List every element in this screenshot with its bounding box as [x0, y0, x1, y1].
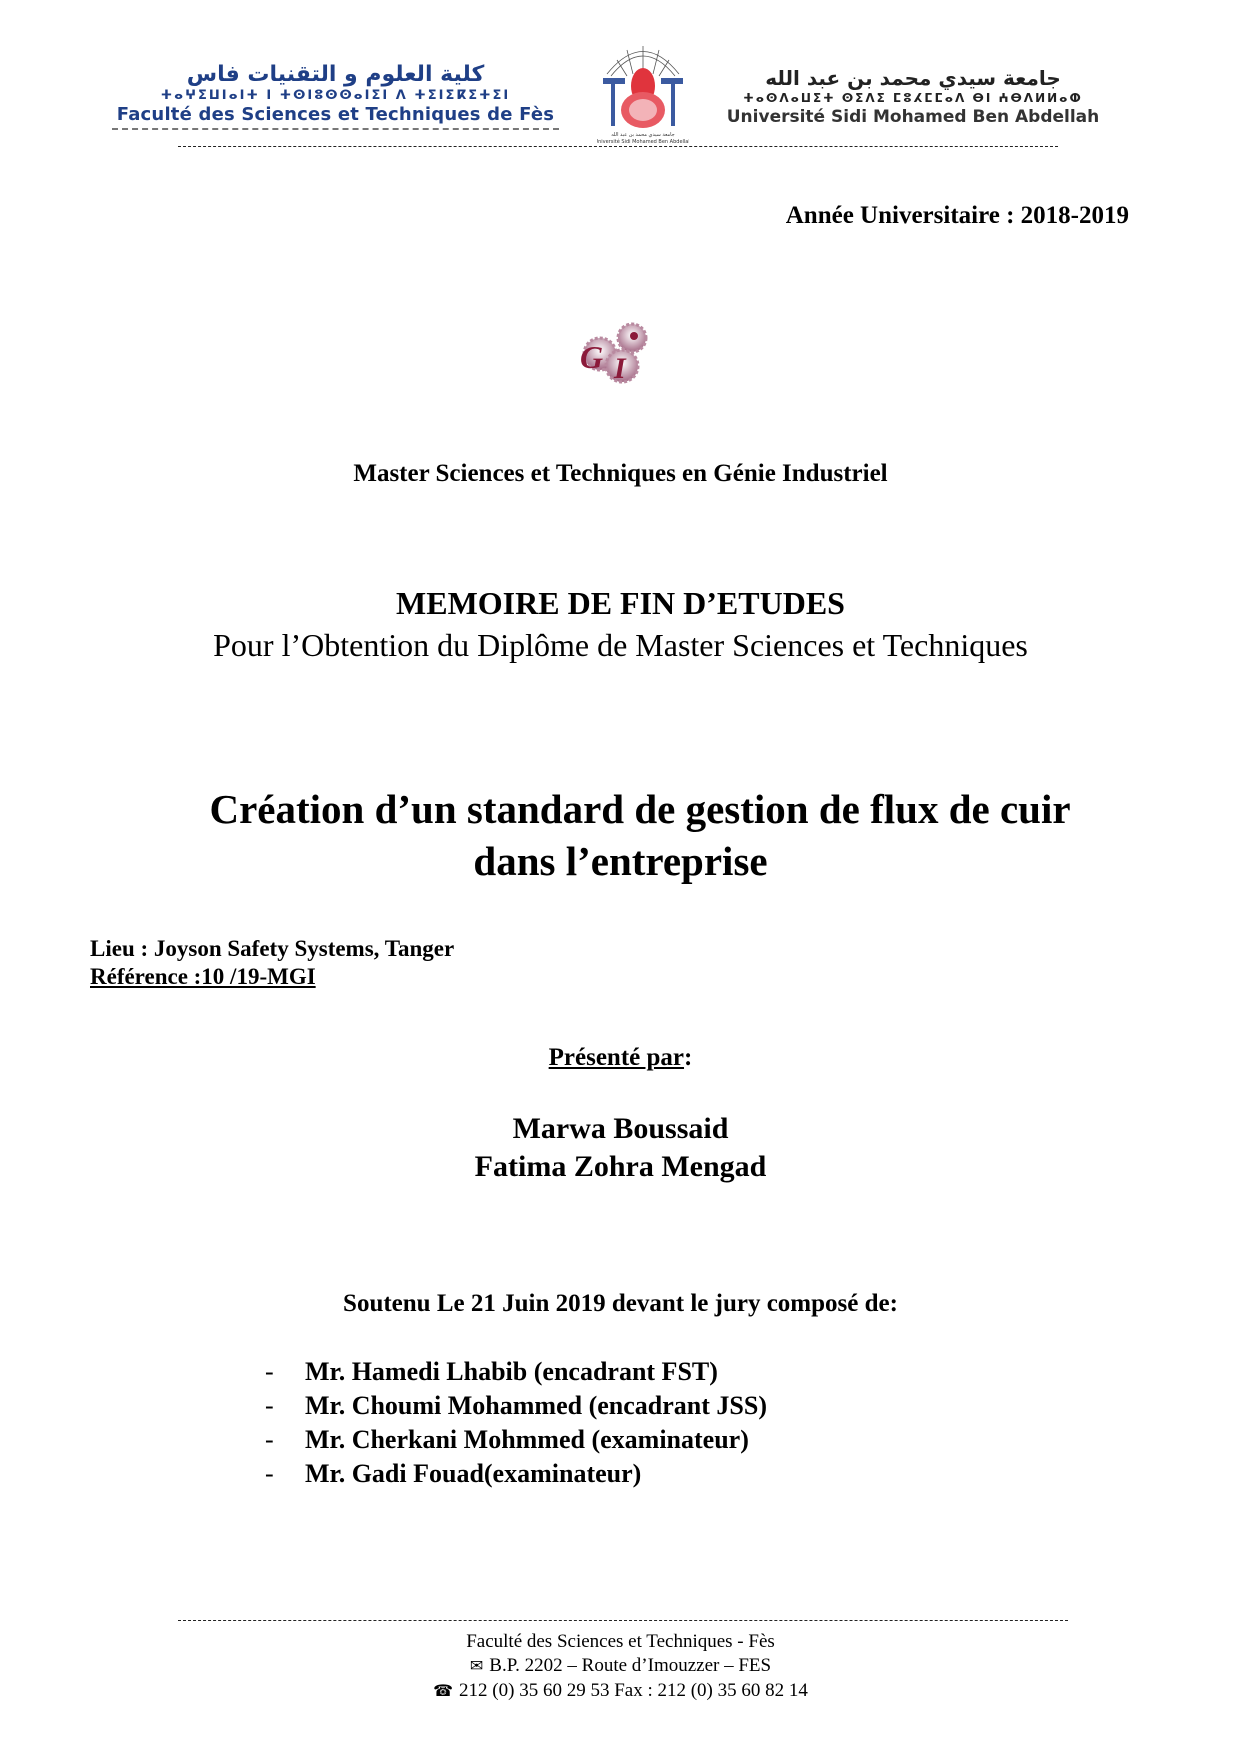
presented-by-text: Présenté par	[548, 1044, 685, 1071]
university-emblem-icon	[597, 34, 689, 146]
footer-address-text: B.P. 2202 – Route d’Imouzzer – FES	[489, 1655, 772, 1676]
svg-text:Université Sidi Mohamed Ben Ab: Université Sidi Mohamed Ben Abdellah	[597, 139, 689, 145]
university-name-french: Université Sidi Mohamed Ben Abdellah	[726, 107, 1100, 127]
thesis-title-line1: Création d’un standard de gestion de flux de cuir	[209, 786, 1071, 832]
university-name-tifinagh: ⵜⴰⵙⴷⴰⵡⵉⵜ ⵙⵉⴷⵉ ⵎⵓⵃⵎⵎⴰⴷ ⴱⵏ ⵄⴱⴷⵍⵍⴰⵀ	[743, 91, 1083, 105]
author-name: Fatima Zohra Mengad	[474, 1150, 767, 1183]
list-dash: -	[265, 1425, 274, 1454]
footer-divider	[178, 1620, 1068, 1621]
academic-year: Année Universitaire : 2018-2019	[785, 202, 1129, 229]
jury-member-text: Mr. Hamedi Lhabib (encadrant FST)	[305, 1357, 718, 1386]
footer	[0, 1630, 1241, 1704]
faculty-logo-underline	[112, 128, 559, 134]
reference: Référence :10 /19-MGI	[90, 964, 316, 989]
jury-member	[265, 1457, 767, 1491]
svg-text:جامعة سيدي محمد بن عبد الله: جامعة سيدي محمد بن عبد الله	[611, 132, 675, 138]
faculty-name-french: Faculté des Sciences et Techniques de Fès	[116, 104, 555, 125]
author-name: Marwa Boussaid	[512, 1112, 729, 1145]
memoire-subtitle: Pour l’Obtention du Diplôme de Master Sciences et Techniques	[213, 627, 1028, 663]
list-dash: -	[265, 1459, 274, 1488]
presented-by-label	[0, 1044, 1241, 1072]
jury-member	[265, 1355, 767, 1389]
university-name-arabic: جامعة سيدي محمد بن عبد الله	[765, 66, 1061, 90]
footer-institution: Faculté des Sciences et Techniques - Fès	[466, 1631, 775, 1652]
jury-member-text: Mr. Gadi Fouad(examinateur)	[305, 1459, 642, 1488]
faculty-name-tifinagh: ⵜⴰⵖⵉⵡⵏⴰⵏⵜ ⵏ ⵜⵙⵏⵓⵙⵙⴰⵏⵉⵏ ⴷ ⵜⵉⵏⵉⴽⵉⵜⵉⵏ	[160, 88, 511, 103]
header-divider	[178, 146, 1058, 147]
svg-text:I: I	[614, 352, 626, 385]
program-name: Master Sciences et Techniques en Génie Industriel	[353, 460, 888, 487]
memoire-title: MEMOIRE DE FIN D’ETUDES	[396, 585, 845, 621]
mail-icon: ✉	[469, 1658, 484, 1675]
jury-member	[265, 1423, 767, 1457]
jury-member	[265, 1389, 767, 1423]
footer-address	[0, 1654, 1241, 1679]
jury-member-text: Mr. Cherkani Mohmmed (examinateur)	[305, 1425, 749, 1454]
footer-phone-text: 212 (0) 35 60 29 53 Fax : 212 (0) 35 60 82 14	[459, 1680, 808, 1701]
jury-list	[265, 1355, 767, 1491]
faculty-logo	[108, 62, 563, 142]
university-logo-text	[718, 66, 1108, 128]
footer-phone	[0, 1679, 1241, 1704]
faculty-name-arabic: كلية العلوم و التقنيات فاس	[186, 62, 485, 87]
list-dash: -	[265, 1357, 274, 1386]
location: Lieu : Joyson Safety Systems, Tanger	[90, 936, 455, 961]
gi-logo-icon	[570, 318, 660, 398]
svg-text:G: G	[580, 339, 604, 375]
phone-icon: ☎	[433, 1683, 454, 1700]
presented-by-colon: :	[684, 1044, 693, 1071]
list-dash: -	[265, 1391, 274, 1420]
jury-member-text: Mr. Choumi Mohammed (encadrant JSS)	[305, 1391, 767, 1420]
defense-statement: Soutenu Le 21 Juin 2019 devant le jury composé de:	[343, 1290, 898, 1317]
thesis-title-line2: dans l’entreprise	[473, 838, 768, 884]
